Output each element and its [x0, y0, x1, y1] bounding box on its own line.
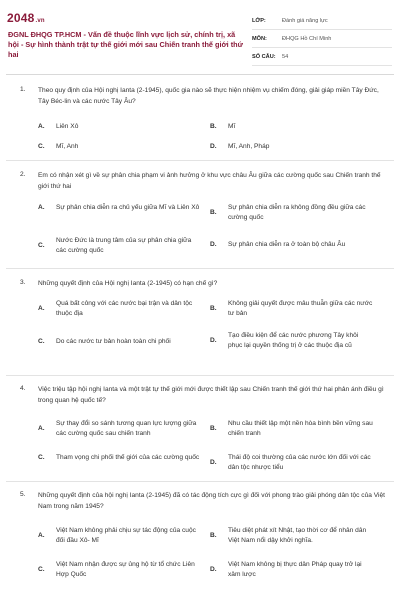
- option-letter: A.: [38, 204, 45, 212]
- option-letter: B.: [210, 425, 217, 432]
- question-number: 2.: [20, 171, 26, 178]
- header-divider: [6, 74, 394, 75]
- option-a[interactable]: [38, 122, 201, 132]
- option-d[interactable]: [210, 453, 373, 472]
- meta-key: SỐ CÂU:: [252, 53, 276, 60]
- meta-row-class: [252, 12, 392, 30]
- question-divider: [6, 268, 394, 269]
- meta-row-subject: [252, 30, 392, 48]
- option-d[interactable]: [210, 240, 373, 250]
- meta-table: [252, 12, 392, 66]
- option-letter: A.: [38, 532, 45, 539]
- meta-row-count: [252, 48, 392, 66]
- meta-key: LỚP:: [252, 17, 266, 24]
- option-text: Mĩ, Anh: [56, 143, 79, 150]
- option-c[interactable]: [38, 453, 201, 463]
- option-text: Nước Đức là trung tâm của sự phân chia giữa các cường quốc: [56, 237, 192, 254]
- option-text: Sự thay đổi so sánh tương quan lực lượng giữa các cường quốc sau chiến tranh: [56, 420, 197, 437]
- option-text: Nhu cầu thiết lập một nền hòa bình bền vững sau chiến tranh: [228, 420, 373, 437]
- option-letter: D.: [210, 241, 217, 249]
- meta-key: MÔN:: [252, 35, 267, 42]
- option-c[interactable]: [38, 560, 201, 579]
- option-letter: B.: [210, 209, 217, 216]
- option-d[interactable]: [210, 560, 373, 579]
- site-logo[interactable]: [7, 11, 45, 25]
- question-text: Việc triệu tập hội nghị Ianta và một trật tự thế giới mới được thiết lập sau Chiến tranh thế giới thứ hai phản ánh điều gì trong quan hệ quốc tế?: [38, 386, 384, 404]
- option-letter: B.: [210, 532, 217, 539]
- question-number: 4.: [20, 385, 26, 392]
- logo-suffix: .vn: [35, 18, 45, 24]
- option-text: Sự phân chia diễn ra ở toàn bộ châu Âu: [228, 241, 346, 248]
- option-letter: D.: [210, 143, 217, 151]
- option-letter: D.: [210, 337, 217, 344]
- worksheet-header: [0, 0, 400, 72]
- option-b[interactable]: [210, 419, 373, 438]
- option-letter: B.: [210, 123, 217, 131]
- meta-value: ĐHQG Hồ Chí Minh: [282, 35, 332, 42]
- option-text: Do các nước tư bản hoàn toàn chi phối: [56, 338, 171, 345]
- option-a[interactable]: [38, 299, 201, 318]
- option-letter: D.: [210, 459, 217, 466]
- option-letter: B.: [210, 305, 217, 312]
- option-letter: C.: [38, 338, 45, 346]
- question-divider: [6, 160, 394, 161]
- option-c[interactable]: [38, 142, 201, 152]
- option-b[interactable]: [210, 299, 373, 318]
- option-a[interactable]: [38, 419, 201, 438]
- option-text: Tham vọng chi phối thế giới của các cường quốc: [56, 454, 200, 461]
- question-text: Những quyết định của hội nghị Ianta (2-1945) đã có tác động tích cực gì đối với phong trào giải phóng dân tộc của Việt Nam trong năm 1945?: [38, 492, 385, 510]
- meta-value: Đánh giá năng lực: [282, 17, 328, 24]
- option-letter: A.: [38, 123, 45, 131]
- option-text: Sự phân chia diễn ra chủ yếu giữa Mĩ và Liên Xô: [56, 204, 200, 211]
- option-letter: D.: [210, 566, 217, 573]
- option-text: Việt Nam nhận được sự ủng hộ từ tổ chức Liên Hợp Quốc: [56, 561, 195, 578]
- question-text: Em có nhận xét gì về sự phân chia phạm vi ảnh hưởng ở khu vực châu Âu giữa các cường quốc sau Chiến tranh thế giới thứ hai: [38, 172, 381, 190]
- option-b[interactable]: [210, 526, 373, 545]
- question-text: Theo quy định của Hội nghị Ianta (2-1945), quốc gia nào sẽ thực hiện nhiệm vụ chiếm đóng, giải giáp miền Tây Đức, Tây Béc-lin và các nước Tây Âu?: [38, 87, 379, 105]
- option-b[interactable]: [210, 203, 373, 222]
- logo-main: 2048: [7, 11, 35, 25]
- option-c[interactable]: [38, 337, 201, 347]
- option-text: Việt Nam không bị thực dân Pháp quay trở lại xâm lược: [228, 561, 362, 578]
- question-number: 3.: [20, 279, 26, 286]
- option-text: Việt Nam không phải chịu sự tác động của cuộc đối đầu Xô- Mĩ: [56, 527, 196, 544]
- option-text: Liên Xô: [56, 123, 79, 130]
- option-b[interactable]: [210, 122, 373, 132]
- option-text: Mĩ, Anh, Pháp: [228, 143, 270, 150]
- question-divider: [6, 481, 394, 482]
- option-letter: C.: [38, 143, 45, 151]
- option-text: Tiêu diệt phát xít Nhật, tạo thời cơ để nhân dân Việt Nam nổi dậy khởi nghĩa.: [228, 527, 367, 544]
- option-letter: C.: [38, 242, 45, 249]
- option-text: Tạo điều kiện để các nước phương Tây khôi phục lại quyền thống trị ở các thuộc địa cũ: [228, 332, 359, 349]
- option-text: Sự phân chia diễn ra không đồng đều giữa các cường quốc: [228, 204, 366, 221]
- question-divider: [6, 375, 394, 376]
- option-letter: C.: [38, 454, 45, 462]
- meta-value: 54: [282, 53, 289, 60]
- option-d[interactable]: [210, 142, 373, 152]
- question-number: 1.: [20, 86, 26, 93]
- option-a[interactable]: [38, 526, 201, 545]
- worksheet-title: ĐGNL ĐHQG TP.HCM - Vấn đề thuộc lĩnh vực lịch sử, chính trị, xã hội - Sự hình thành trật tự thế giới mới sau Chiến tranh thế giới thứ hai: [8, 30, 243, 59]
- question-text: Những quyết định của Hội nghị Ianta (2-1945) có hạn chế gì?: [38, 280, 218, 287]
- option-text: Quá bất công với các nước bại trận và dân tộc thuộc địa: [56, 300, 193, 317]
- option-c[interactable]: [38, 236, 201, 255]
- option-d[interactable]: [210, 331, 373, 350]
- option-text: Không giải quyết được mâu thuẫn giữa các nước tư bản: [228, 300, 373, 317]
- option-letter: A.: [38, 425, 45, 432]
- question-number: 5.: [20, 491, 26, 498]
- option-letter: C.: [38, 566, 45, 573]
- option-text: Thái độ coi thường của các nước lớn đối với các dân tộc nhược tiểu: [228, 454, 371, 471]
- option-text: Mĩ: [228, 123, 236, 130]
- option-letter: A.: [38, 305, 45, 312]
- option-a[interactable]: [38, 203, 201, 213]
